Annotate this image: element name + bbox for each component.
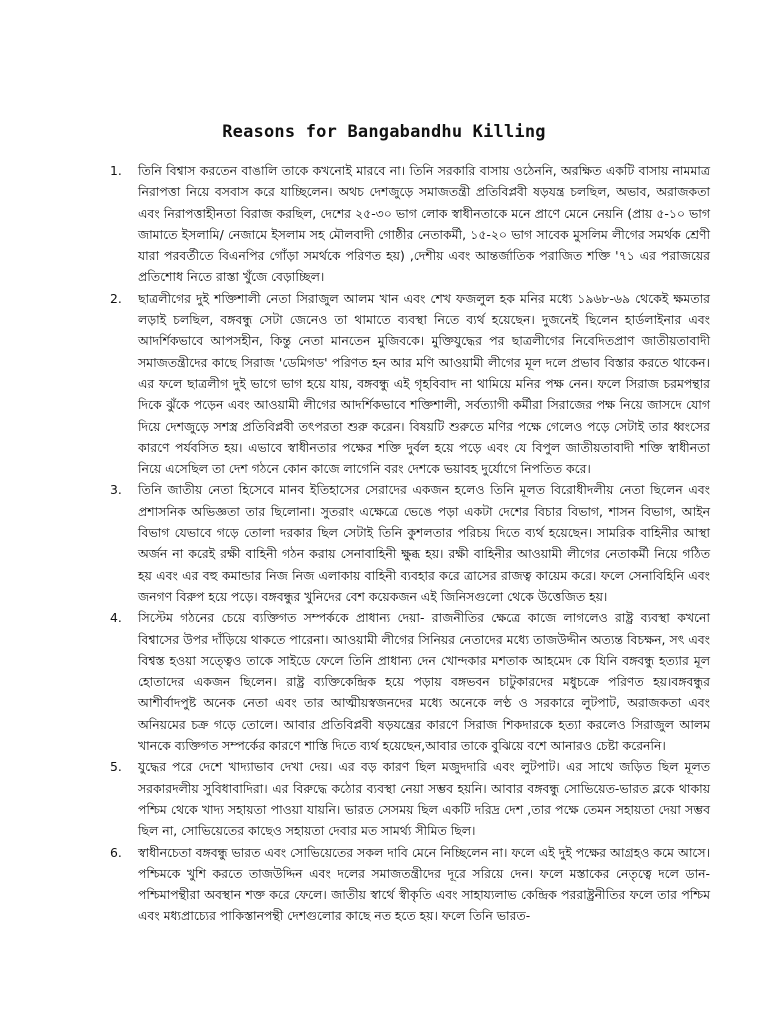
list-item [110, 479, 710, 607]
item-number: 2. [110, 290, 122, 306]
item-number: 4. [110, 610, 122, 626]
list-item [110, 160, 710, 288]
item-number: 1. [110, 163, 122, 178]
item-number: 6. [110, 844, 122, 860]
list-item [110, 607, 710, 756]
item-number: 5. [110, 759, 122, 775]
item-text: ছাত্রলীগের দুই শক্তিশালী নেতা সিরাজুল আলম খান এবং শেখ ফজলুল হক মনির মধ্যে ১৯৬৮-৬৯ থেকেই ক্ষমতার লড়াই চলছিল, বঙ্গবন্ধু সেটা জেনেও তা থামাতে ব্যবস্থা নিতে ব্যর্থ হয়েছেন। দুজনেই ছিলেন হার্ডলাইনার এবং আদর্শিকভাবে আপসহীন, কিন্তু নেতা মানতেন মুজিবকে। মুক্তিযুদ্ধের পর ছাত্রলীগের নিবেদিতপ্রাণ জাতীয়তাবাদী সমাজতন্ত্রীদের কাছে সিরাজ 'ডেমিগড' পরিণত হন আর মণি আওয়ামী লীগের মূল দলে প্রভাব বিস্তার করতে থাকেন।এর ফলে ছাত্রলীগ দুই ভাগে ভাগ হয়ে যায়, বঙ্গবন্ধু এই গৃহবিবাদ না থামিয়ে মনির পক্ষ নেন। ফলে সিরাজ চরমপন্থার দিকে ঝুঁকে পড়েন এবং আওয়ামী লীগের আদর্শিকভাবে শক্তিশালী, সর্বত্যাগী কর্মীরা সিরাজের পক্ষ নিয়ে জাসদে যোগ দিয়ে দেশজুড়ে সশস্ত্র প্রতিবিপ্লবী তৎপরতা শুরু করেন। বিষয়টি শুরুতে মণির পক্ষে গেলেও পড়ে সেটাই তার ধ্বংসের কারণে পর্যবসিত হয়। এভাবে স্বাধীনতার পক্ষের শক্তি দুর্বল হয়ে পড়ে এবং যে বিপুল জাতীয়তাবাদী শক্তি স্বাধীনতা নিয়ে এসেছিল তা দেশ গঠনে কোন কাজে লাগেনি বরং দেশকে ভয়াবহ দুর্যোগে নিপতিত করে। [138, 290, 710, 477]
item-text: স্বাধীনচেতা বঙ্গবন্ধু ভারত এবং সোভিয়েতের সকল দাবি মেনে নিচ্ছিলেন না। ফলে এই দুই পক্ষের আগ্রহও কমে আসে। পশ্চিমকে খুশি করতে তাজউদ্দিন এবং দলের সমাজতন্ত্রীদের দূরে সরিয়ে দেন। ফলে মস্তাকের নেতৃত্বে দলে ডান-পশ্চিমাপন্থীরা অবস্থান শক্ত করে ফেলে। জাতীয় স্বার্থে স্বীকৃতি এবং সাহায্যলাভ কেন্দ্রিক পররাষ্ট্রনীতির ফলে তার পশ্চিম এবং মধ্যপ্রাচ্যের পাকিস্তানপন্থী দেশগুলোর কাছে নত হতে হয়। ফলে তিনি ভারত- [138, 844, 710, 924]
document-title: Reasons for Bangabandhu Killing [222, 122, 546, 142]
item-text: তিনি বিশ্বাস করতেন বাঙালি তাকে কখনোই মারবে না। তিনি সরকারি বাসায় ওঠেননি, অরক্ষিত একটি বাসায় নামমাত্র নিরাপত্তা নিয়ে বসবাস করে যাচ্ছিলেন। অথচ দেশজুড়ে সমাজতন্ত্রী প্রতিবিপ্লবী ষড়যন্ত্র চলছিল, অভাব, অরাজকতা এবং নিরাপত্তাহীনতা বিরাজ করছিল, দেশের ২৫-৩০ ভাগ লোক স্বাধীনতাকে মনে প্রাণে মেনে নেয়নি (প্রায় ৫-১০ ভাগ জামাতে ইসলামি/ নেজামে ইসলাম সহ মৌলবাদী গোষ্ঠীর নেতাকর্মী, ১৫-২০ ভাগ সাবেক মুসলিম লীগের সমর্থক শ্রেণী যারা পরবর্তীতে বিএনপির গোঁড়া সমর্থকে পরিণত হয়) ,দেশীয় এবং আন্তর্জাতিক পরাজিত শক্তি '৭১ এর পরাজয়ের প্রতিশোধ নিতে রাস্তা খুঁজে বেড়াচ্ছিল। [138, 163, 710, 285]
list-item [110, 288, 710, 480]
item-text: সিস্টেম গঠনের চেয়ে ব্যক্তিগত সম্পর্ককে প্রাধান্য দেয়া- রাজনীতির ক্ষেত্রে কাজে লাগলেও রাষ্ট্র ব্যবস্থা কখনো বিশ্বাসের উপর দাঁড়িয়ে থাকতে পারেনা। আওয়ামী লীগের সিনিয়র নেতাদের মধ্যে তাজউদ্দীন অত্যন্ত বিচক্ষন, সৎ এবং বিশ্বস্ত হওয়া সত্ত্বেও তাকে সাইডে ফেলে তিনি প্রাধান্য দেন খোন্দকার মশতাক আহমেদ কে যিনি বঙ্গবন্ধু হত্যার মূল হোতাদের একজন ছিলেন। রাষ্ট্র ব্যক্তিকেন্দ্রিক হয়ে পড়ায় বঙ্গভবন চাটুকারদের মধুচক্রে পরিণত হয়।বঙ্গবন্ধুর আশীর্বাদপুষ্ট অনেক নেতা এবং তার আত্মীয়স্বজনদের মধ্যে অনেকে লণ্ঠ ও সরকারে লুটপাট, অরাজকতা এবং অনিয়মের চক্র গড়ে তোলে। আবার প্রতিবিপ্লবী ষড়যন্ত্রের কারণে সিরাজ শিকদারকে হত্যা করলেও সিরাজুল আলম খানকে ব্যক্তিগত সম্পর্কের কারণে শাস্তি দিতে ব্যর্থ হয়েছেন,আবার তাকে বুঝিয়ে বশে আনারও চেষ্টা করেননি। [138, 610, 710, 754]
list-item [110, 842, 710, 927]
list-item [110, 756, 710, 841]
item-text: যুদ্ধের পরে দেশে খাদ্যাভাব দেখা দেয়। এর বড় কারণ ছিল মজুদদারি এবং লুটপাট। এর সাথে জড়িত ছিল মূলত সরকারদলীয় সুবিধাবাদিরা। এর বিরুদ্ধে কঠোর ব্যবস্থা নেয়া সম্ভব হয়নি। আবার বঙ্গবন্ধু সোভিয়েত-ভারত ব্লকে থাকায় পশ্চিম থেকে খাদ্য সহায়তা পাওয়া যায়নি। ভারত সেসময় ছিল একটি দরিদ্র দেশ ,তার পক্ষে তেমন সহায়তা দেয়া সম্ভব ছিল না, সোভিয়েতের কাছেও সহায়তা দেবার মত সামর্থ্য সীমিত ছিল। [138, 759, 710, 839]
reasons-list [110, 160, 710, 927]
item-text: তিনি জাতীয় নেতা হিসেবে মানব ইতিহাসের সেরাদের একজন হলেও তিনি মূলত বিরোধীদলীয় নেতা ছিলেন এবং প্রশাসনিক অভিজ্ঞতা তার ছিলোনা। সুতরাং এক্ষেত্রে ভেঙে পড়া একটা দেশের বিচার বিভাগ, শাসন বিভাগ, আইন বিভাগ যেভাবে গড়ে তোলা দরকার ছিল সেটাই তিনি কুশলতার পরিচয় দিতে ব্যর্থ হয়েছেন। সামরিক বাহিনীর আস্থা অর্জন না করেই রক্ষী বাহিনী গঠন করায় সেনাবাহিনী ক্ষুব্ধ হয়। রক্ষী বাহিনীর আওয়ামী লীগের নেতাকর্মী নিয়ে গঠিত হয় এবং এর বহু কমান্ডার নিজ নিজ এলাকায় বাহিনী ব্যবহার করে ত্রাসের রাজত্ব কায়েম করে। ফলে সেনাবিহিনি এবং জনগণ বিরুপ হয়ে পড়ে। বঙ্গবন্ধুর খুনিদের বেশ কয়েকজন এই জিনিসগুলো থেকে উত্তেজিত হয়। [138, 482, 710, 604]
item-number: 3. [110, 482, 122, 498]
